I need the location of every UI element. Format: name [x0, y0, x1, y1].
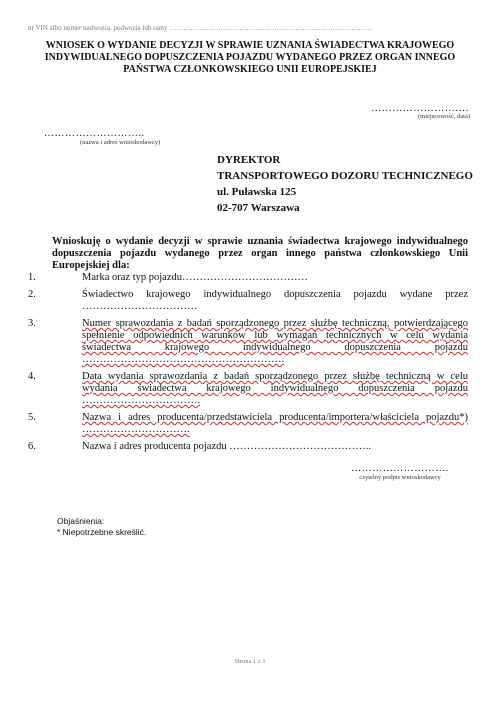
list-item[interactable]	[28, 272, 468, 284]
place-date-dots: ……………………….	[371, 103, 469, 114]
header-dots: ……………………………………………………………………………	[169, 24, 373, 32]
recipient-line: DYREKTOR	[217, 154, 281, 166]
list-item[interactable]	[28, 318, 468, 366]
item-number: 3.	[28, 318, 36, 329]
item-number: 5.	[28, 412, 36, 423]
item-number: 1.	[28, 272, 36, 283]
list-item[interactable]	[28, 371, 468, 407]
item-number: 2.	[28, 289, 36, 300]
notes-line: * Niepotrzebne skreślić.	[57, 527, 147, 537]
recipient-line: 02-707 Warszawa	[217, 202, 300, 214]
header-word: ramy	[153, 24, 168, 32]
applicant-label: (nazwa i adres wnioskodawcy)	[80, 139, 161, 146]
item-text: Marka oraz typ pojazdu………………………………	[82, 272, 309, 283]
item-text: Nazwa i adres producenta pojazdu …………………………………..	[82, 441, 371, 452]
header-word: nadwozia,	[83, 24, 112, 32]
item-text: Świadectwo krajowego indywidualnego dopuszczenia pojazdu wydane przez ……………………………	[82, 289, 468, 312]
item-number: 4.	[28, 371, 36, 382]
vin-prefix: nr VIN	[28, 24, 48, 32]
item-text: Nazwa i adres producenta/przedstawiciela producenta/importera/właściciela pojazdu*) ………………………….	[82, 412, 468, 435]
request-intro: Wnioskuję o wydanie decyzji w sprawie uznania świadectwa krajowego indywidualnego dopuszczenia pojazdu wydanego przez organ innego państwa członkowskiego Unii Europejskiej dla:	[52, 236, 468, 271]
recipient-line: TRANSPORTOWEGO DOZORU TECHNICZNEGO	[217, 170, 473, 182]
header-word: lub	[142, 24, 152, 32]
notes	[57, 516, 146, 538]
vin-header-line	[28, 24, 478, 32]
page-footer: Strona 1 z 1	[234, 658, 266, 665]
signature-dots: ……………………….	[351, 463, 449, 474]
list-item[interactable]	[28, 441, 468, 453]
item-text: Data wydania sprawozdania z badań sporządzonego przez służbę techniczną w celu wydania świadectwa krajowego indywidualnego dopuszczenia pojazdu …………………………….	[82, 371, 468, 406]
header-word: numer	[63, 24, 82, 32]
header-word: podwozia	[113, 24, 141, 32]
list-item[interactable]	[28, 412, 468, 436]
place-date-field[interactable]	[370, 103, 470, 120]
recipient-address	[217, 152, 473, 216]
request-items-list	[28, 272, 468, 458]
signature-label: czytelny podpis wnioskodawcy	[359, 474, 441, 481]
item-number: 6.	[28, 441, 36, 452]
applicant-dots: ………………………..	[44, 128, 145, 139]
list-item[interactable]	[28, 289, 468, 313]
notes-heading: Objaśnienia:	[57, 516, 105, 526]
header-word: albo	[49, 24, 62, 32]
applicant-field[interactable]	[44, 128, 184, 146]
form-title: WNIOSEK O WYDANIE DECYZJI W SPRAWIE UZNANIA ŚWIADECTWA KRAJOWEGO INDYWIDUALNEGO DOPUSZCZENIA POJAZDU WYDANEGO PRZEZ ORGAN INNEGO PAŃSTWA CZŁONKOWSKIEGO UNII EUROPEJSKIEJ	[44, 40, 456, 75]
recipient-line: ul. Puławska 125	[217, 186, 297, 198]
item-text: Numer sprawozdania z badań sporządzonego przez służbę techniczną, potwierdzającego spełnienie odpowiednich warunków lub wymagań technicznych w celu wydania świadectwa krajowego indywidualnego dopuszczenia pojazdu ………………………………………………….	[82, 318, 468, 365]
place-date-label: (miejscowość, data)	[418, 113, 470, 120]
signature-field[interactable]	[345, 463, 455, 481]
